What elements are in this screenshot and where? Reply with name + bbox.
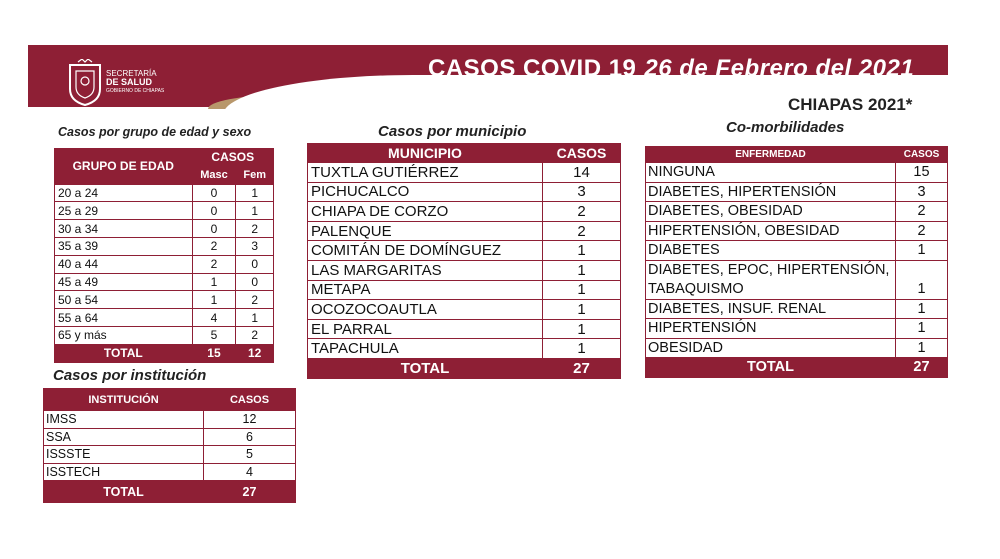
municipio-cell: LAS MARGARITAS	[308, 260, 543, 280]
comorbidity-table-heading: Co-morbilidades	[726, 119, 845, 136]
masc-cell: 0	[192, 220, 236, 238]
table-row	[308, 221, 621, 241]
age-group-cell: 50 a 54	[55, 291, 193, 309]
masc-cell: 0	[192, 184, 236, 202]
infographic-sheet	[28, 45, 948, 515]
col-institution: INSTITUCIÓN	[44, 389, 204, 411]
total-cases: 27	[896, 358, 948, 378]
fem-cell: 2	[236, 291, 274, 309]
table-row	[55, 220, 274, 238]
fem-cell: 1	[236, 184, 274, 202]
table-row	[308, 300, 621, 320]
masc-cell: 4	[192, 309, 236, 327]
col-masc: Masc	[192, 166, 236, 184]
table-row	[308, 319, 621, 339]
table-row	[308, 260, 621, 280]
table-row	[308, 163, 621, 183]
cases-cell: 14	[543, 163, 621, 183]
cases-cell: 3	[543, 182, 621, 202]
table-row	[308, 241, 621, 261]
municipio-cell: PALENQUE	[308, 221, 543, 241]
col-fem: Fem	[236, 166, 274, 184]
total-cases: 27	[204, 481, 296, 503]
municipio-cell: EL PARRAL	[308, 319, 543, 339]
cases-cell: 2	[896, 221, 948, 241]
col-cases: CASOS	[543, 144, 621, 163]
age-group-cell: 40 a 44	[55, 255, 193, 273]
age-group-cell: 65 y más	[55, 326, 193, 344]
table-row	[308, 182, 621, 202]
disease-cell: HIPERTENSIÓN, OBESIDAD	[646, 221, 896, 241]
fem-cell: 0	[236, 255, 274, 273]
disease-cell: DIABETES, INSUF. RENAL	[646, 299, 896, 319]
age-table-heading: Casos por grupo de edad y sexo	[58, 125, 252, 139]
institution-table	[43, 388, 296, 503]
municipio-table	[307, 143, 621, 379]
total-cases: 27	[543, 358, 621, 378]
masc-cell: 2	[192, 237, 236, 255]
total-row	[308, 358, 621, 378]
masc-cell: 0	[192, 202, 236, 220]
col-cases: CASOS	[204, 389, 296, 411]
table-row	[55, 184, 274, 202]
age-group-cell: 45 a 49	[55, 273, 193, 291]
table-row	[55, 326, 274, 344]
cases-cell: 5	[204, 446, 296, 464]
cases-cell: 1	[543, 319, 621, 339]
total-masc: 15	[192, 344, 236, 362]
cases-cell: 6	[204, 428, 296, 446]
table-row	[646, 163, 948, 183]
comorbidity-table	[645, 146, 948, 378]
table-row	[44, 428, 296, 446]
cases-cell: 2	[543, 202, 621, 222]
col-municipio: MUNICIPIO	[308, 144, 543, 163]
title-date: 26 de Febrero del 2021	[644, 55, 915, 82]
logo-text	[106, 69, 164, 96]
cases-cell: 1	[543, 260, 621, 280]
fem-cell: 2	[236, 220, 274, 238]
fem-cell: 2	[236, 326, 274, 344]
logo-line-3: GOBIERNO DE CHIAPAS	[106, 88, 165, 94]
disease-cell: DIABETES, OBESIDAD	[646, 202, 896, 222]
cases-cell: 15	[896, 163, 948, 183]
masc-cell: 1	[192, 273, 236, 291]
cases-cell: 1	[543, 241, 621, 261]
table-row	[55, 255, 274, 273]
total-fem: 12	[236, 344, 274, 362]
table-row	[44, 411, 296, 429]
municipio-table-heading: Casos por municipio	[378, 123, 527, 140]
cases-cell: 1	[543, 280, 621, 300]
total-label: TOTAL	[55, 344, 193, 362]
institution-cell: ISSSTE	[44, 446, 204, 464]
table-row	[55, 273, 274, 291]
table-row	[646, 221, 948, 241]
total-row	[55, 344, 274, 362]
cases-cell: 1	[896, 241, 948, 261]
institution-table-heading: Casos por institución	[53, 367, 207, 384]
logo-line-2: DE SALUD	[106, 77, 153, 87]
fem-cell: 1	[236, 202, 274, 220]
table-row	[646, 202, 948, 222]
total-label: TOTAL	[646, 358, 896, 378]
col-age-group: GRUPO DE EDAD	[55, 149, 193, 185]
table-row	[44, 463, 296, 481]
cases-cell: 1	[896, 260, 948, 299]
table-row	[646, 319, 948, 339]
disease-cell: OBESIDAD	[646, 338, 896, 358]
cases-cell: 2	[896, 202, 948, 222]
age-group-cell: 35 a 39	[55, 237, 193, 255]
municipio-cell: CHIAPA DE CORZO	[308, 202, 543, 222]
disease-cell: DIABETES, EPOC, HIPERTENSIÓN, TABAQUISMO	[646, 260, 896, 299]
cases-cell: 1	[896, 338, 948, 358]
col-cases: CASOS	[192, 149, 273, 167]
cases-cell: 1	[896, 319, 948, 339]
age-group-cell: 25 a 29	[55, 202, 193, 220]
age-group-cell: 20 a 24	[55, 184, 193, 202]
cases-cell: 1	[896, 299, 948, 319]
age-group-cell: 30 a 34	[55, 220, 193, 238]
col-cases: CASOS	[896, 147, 948, 163]
title-text: CASOS COVID 19	[428, 55, 637, 82]
institution-cell: SSA	[44, 428, 204, 446]
cases-cell: 4	[204, 463, 296, 481]
table-row	[646, 338, 948, 358]
table-row	[646, 260, 948, 299]
age-group-cell: 55 a 64	[55, 309, 193, 327]
health-secretariat-seal-icon	[66, 59, 104, 107]
institution-cell: IMSS	[44, 411, 204, 429]
total-row	[44, 481, 296, 503]
cases-cell: 12	[204, 411, 296, 429]
disease-cell: HIPERTENSIÓN	[646, 319, 896, 339]
fem-cell: 1	[236, 309, 274, 327]
logo-line-1: SECRETARÍA	[106, 69, 157, 78]
municipio-cell: OCOZOCOAUTLA	[308, 300, 543, 320]
total-label: TOTAL	[44, 481, 204, 503]
table-row	[308, 202, 621, 222]
fem-cell: 0	[236, 273, 274, 291]
disease-cell: DIABETES	[646, 241, 896, 261]
cases-cell: 3	[896, 182, 948, 202]
disease-cell: NINGUNA	[646, 163, 896, 183]
masc-cell: 2	[192, 255, 236, 273]
state-label: CHIAPAS 2021*	[788, 95, 913, 114]
table-row	[646, 299, 948, 319]
masc-cell: 1	[192, 291, 236, 309]
table-row	[44, 446, 296, 464]
table-row	[55, 202, 274, 220]
table-row	[646, 182, 948, 202]
cases-cell: 1	[543, 339, 621, 359]
masc-cell: 5	[192, 326, 236, 344]
municipio-cell: TUXTLA GUTIÉRREZ	[308, 163, 543, 183]
fem-cell: 3	[236, 237, 274, 255]
municipio-cell: METAPA	[308, 280, 543, 300]
total-row	[646, 358, 948, 378]
table-row	[55, 309, 274, 327]
table-row	[55, 291, 274, 309]
table-row	[55, 237, 274, 255]
disease-cell: DIABETES, HIPERTENSIÓN	[646, 182, 896, 202]
cases-cell: 2	[543, 221, 621, 241]
col-disease: ENFERMEDAD	[646, 147, 896, 163]
cases-cell: 1	[543, 300, 621, 320]
municipio-cell: COMITÁN DE DOMÍNGUEZ	[308, 241, 543, 261]
total-label: TOTAL	[308, 358, 543, 378]
page-title	[428, 55, 914, 83]
table-row	[308, 280, 621, 300]
municipio-cell: TAPACHULA	[308, 339, 543, 359]
table-row	[646, 241, 948, 261]
table-row	[308, 339, 621, 359]
municipio-cell: PICHUCALCO	[308, 182, 543, 202]
institution-cell: ISSTECH	[44, 463, 204, 481]
age-sex-table	[54, 148, 274, 363]
